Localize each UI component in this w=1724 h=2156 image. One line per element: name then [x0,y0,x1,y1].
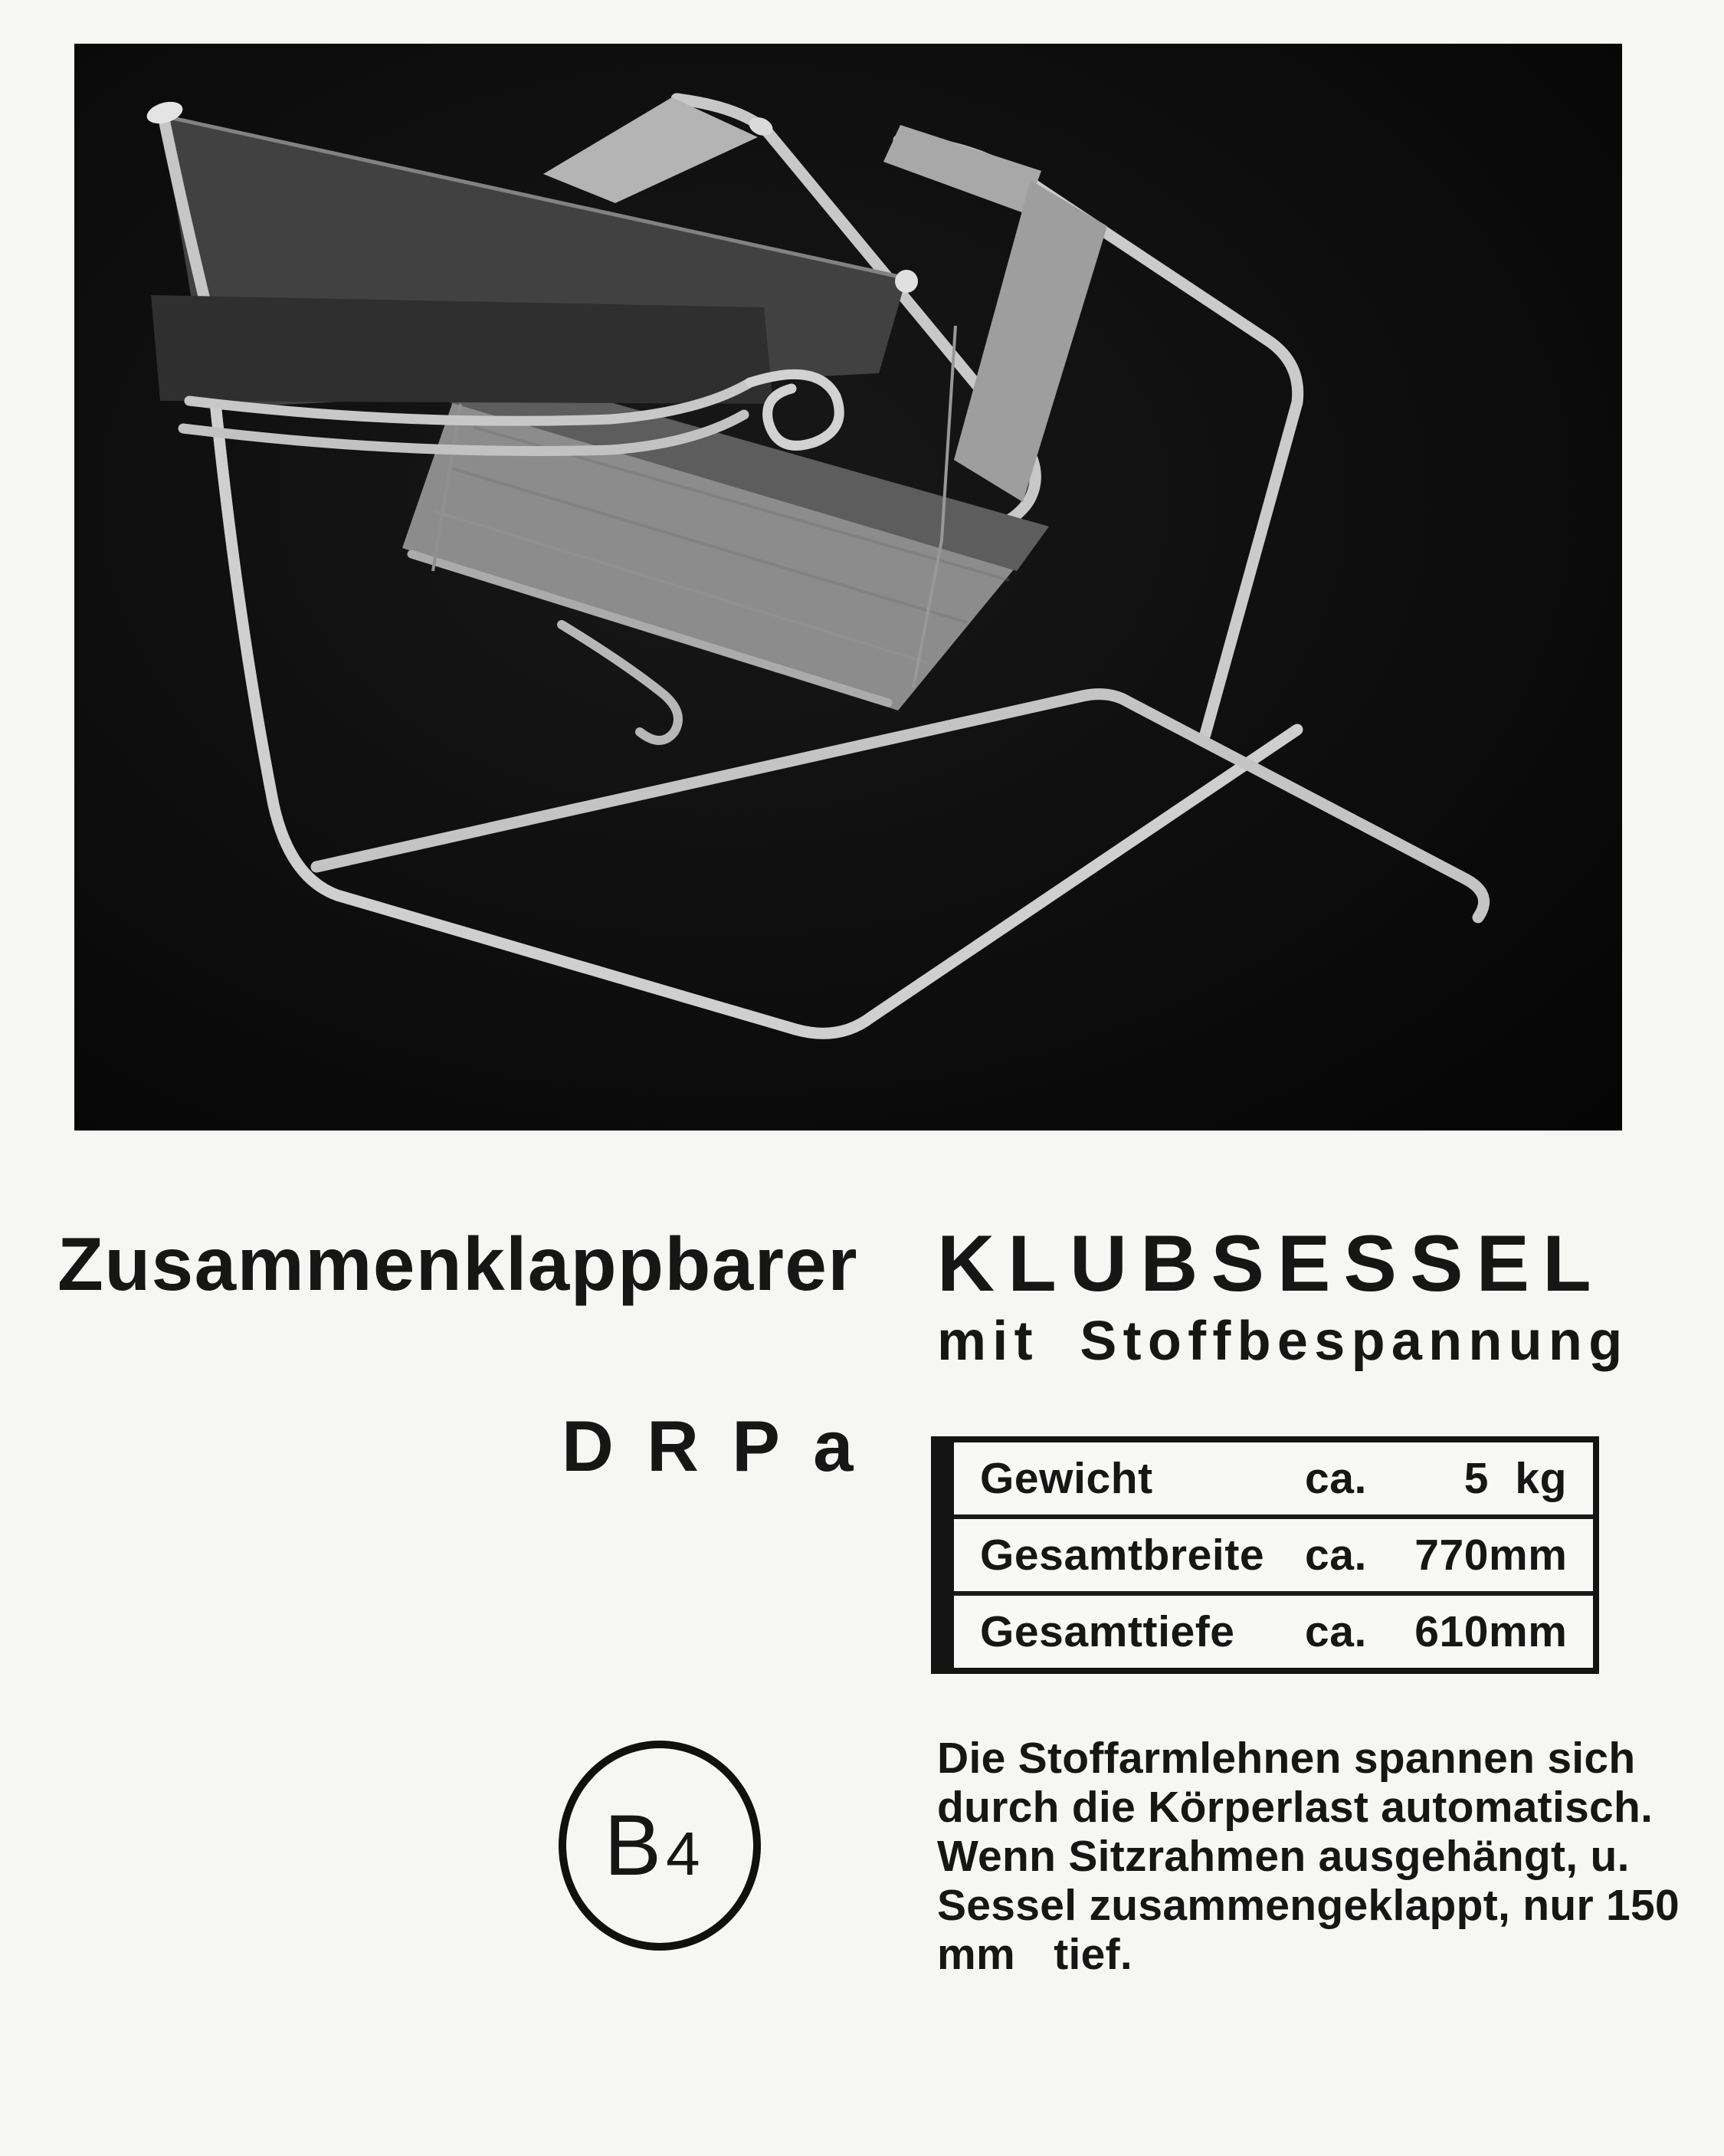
b4-roundel [559,1741,761,1951]
headline-product: KLUBSESSEL [937,1219,1604,1308]
chair-photo-illustration [74,44,1622,1131]
spec-value: 770 [1414,1531,1489,1580]
spec-unit: mm [1489,1607,1568,1656]
spec-approx: ca. [1305,1531,1367,1580]
spec-table [931,1436,1599,1674]
product-photo [74,44,1622,1131]
left-armrest-fabric [151,295,773,404]
frame-pin-joint [895,270,918,293]
table-row [954,1442,1593,1514]
spec-label: Gesamttiefe [980,1607,1235,1656]
b4-roundel-text [604,1797,700,1893]
description-line: mm tief. [937,1930,1133,1979]
spec-approx: ca. [1305,1454,1367,1503]
spec-unit: kg [1515,1454,1567,1503]
table-row [954,1519,1593,1591]
spec-value: 610 [1414,1607,1489,1656]
spec-approx: ca. [1305,1607,1367,1656]
description-line: Wenn Sitzrahmen ausgehängt, u. [937,1832,1630,1881]
spec-value: 5 [1463,1454,1489,1503]
table-row [954,1596,1593,1668]
description-line: Die Stoffarmlehnen spannen sich [937,1734,1636,1783]
model-letter: B [604,1797,662,1893]
headline-subtitle: mit Stoffbespannung [937,1311,1629,1372]
description-paragraph [937,1734,1680,1979]
description-line: durch die Körperlast automatisch. [937,1783,1654,1832]
headline-left: Zusammenklappbarer [57,1222,858,1306]
spec-label: Gesamtbreite [980,1531,1265,1580]
description-line: Sessel zusammengeklappt, nur 150 [937,1881,1680,1930]
patent-mark: DRPa [562,1406,887,1486]
spec-label: Gewicht [980,1454,1153,1503]
model-digit: 4 [666,1820,700,1888]
spec-unit: mm [1489,1531,1568,1580]
